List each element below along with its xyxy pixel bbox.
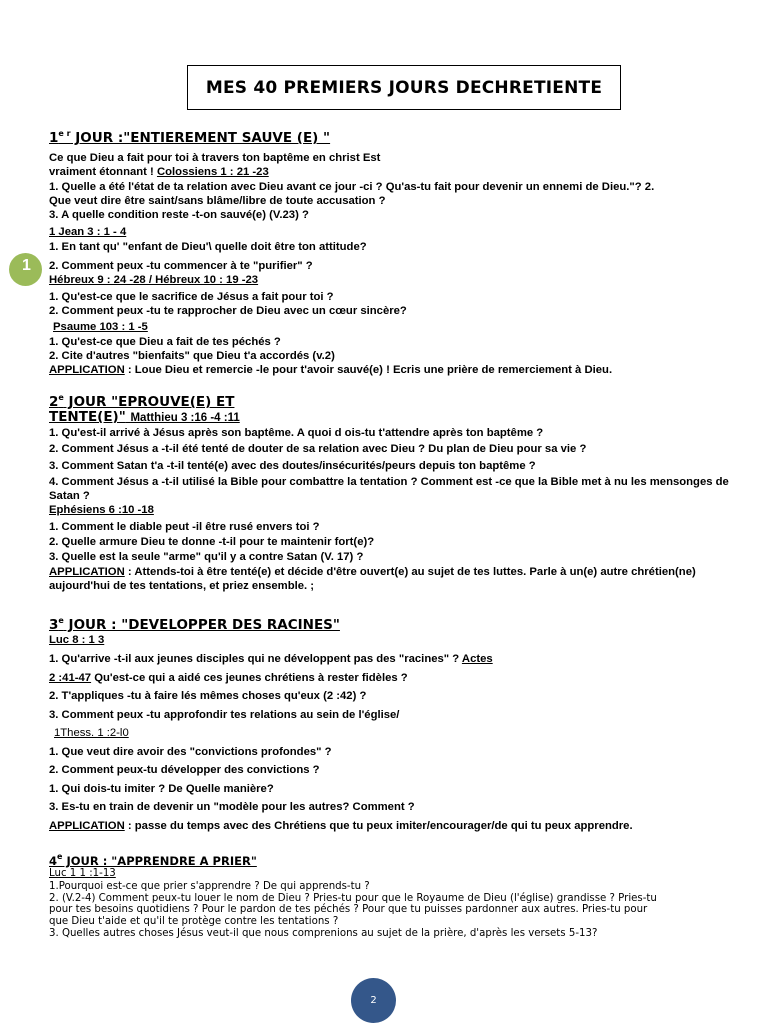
day2-title: 2e JOUR "EPROUVE(E) ET (49, 393, 235, 410)
day1-line: 1. Quelle a été l'état de ta relation avec Dieu avant ce jour -ci ? Qu'as-tu fait pour devenir un ennemi de Dieu."? 2. (49, 180, 655, 193)
day1-title: $1^{e r}$ JOUR :"ENTIEREMENT SAUVE (E) " (49, 129, 331, 146)
day2-line: aujourd'hui de tes tentations, et priez ensemble. ; (49, 579, 315, 592)
day2-line: Satan ? (49, 490, 90, 503)
day4-line: que Dieu t'aide et qu'il te protège contre les tentations ? (49, 916, 339, 928)
day4-line: 1.Pourquoi est-ce que prier s'apprendre ? De qui apprends-tu ? (49, 880, 370, 892)
day1-line: 2. Comment peux -tu commencer à te "purifier" ? (49, 260, 313, 273)
day3-line: 1. Que veut dire avoir des "convictions profondes" ? (49, 745, 332, 758)
day3-line: 2. Comment peux-tu développer des convictions ? (49, 764, 320, 777)
day2-line: 4. Comment Jésus a -t-il utilisé la Bible pour combattre la tentation ? Comment est -ce que la Bible met à nu les mensonges de (49, 475, 729, 488)
day2-title-cont: TENTE(E)" Matthieu 3 :16 -4 :11 (49, 409, 240, 425)
ref-luc11[interactable]: Luc 1 1 :1-13 (49, 868, 116, 879)
ref-psaume[interactable]: Psaume 103 : 1 -5 (53, 321, 148, 334)
day4-title: 4e JOUR : "APPRENDRE A PRIER" (49, 852, 257, 868)
ref-luc8[interactable]: Luc 8 : 1 3 (49, 634, 105, 646)
ref-thess[interactable]: 1Thess. 1 :2-l0 (54, 727, 129, 740)
ref-ephesiens[interactable]: Ephésiens 6 :10 -18 (49, 504, 154, 517)
day3-line: 2 :41-47 Qu'est-ce qui a aidé ces jeunes chrétiens à rester fidèles ? (49, 671, 408, 684)
day1-line: vraiment étonnant ! Colossiens 1 : 21 -23 (49, 166, 269, 179)
day2-application: APPLICATION : Attends-toi à être tenté(e) et décide d'être ouvert(e) au sujet de tes luttes. Parle à un(e) autre chrétien(ne) (49, 565, 696, 578)
day2-line: 2. Comment Jésus a -t-il été tenté de douter de sa relation avec Dieu ? Du plan de Dieu pour sa vie ? (49, 443, 587, 456)
day3-line: 3. Comment peux -tu approfondir tes relations au sein de l'église/ (49, 708, 400, 721)
day2-line: 3. Comment Satan t'a -t-il tenté(e) avec des doutes/insécurités/peurs depuis ton baptême ? (49, 459, 536, 472)
day2-line: 3. Quelle est la seule "arme" qu'il y a contre Satan (V. 17) ? (49, 551, 364, 564)
annotation-marker[interactable]: 1 (9, 253, 42, 286)
day3-line: 1. Qui dois-tu imiter ? De Quelle manière? (49, 782, 274, 795)
day2-line: 1. Comment le diable peut -il être rusé envers toi ? (49, 520, 320, 533)
ref-colossiens[interactable]: Colossiens 1 : 21 -23 (156, 166, 269, 179)
ref-jean[interactable]: 1 Jean 3 : 1 - 4 (49, 226, 127, 239)
day3-line: 2. T'appliques -tu à faire lés mêmes choses qu'eux (2 :42) ? (49, 690, 367, 703)
day1-line: Ce que Dieu a fait pour toi à travers ton baptême en christ Est (49, 152, 381, 164)
ref-actes[interactable]: Actes (461, 653, 493, 666)
day3-line: 3. Es-tu en train de devenir un "modèle pour les autres? Comment ? (49, 801, 415, 814)
day1-line: Que veut dire être saint/sans blâme/libre de toute accusation ? (49, 194, 386, 207)
ref-hebreux[interactable]: Hébreux 9 : 24 -28 / Hébreux 10 : 19 -23 (49, 274, 259, 287)
day2-line: 2. Quelle armure Dieu te donne -t-il pour te maintenir fort(e)? (49, 536, 375, 549)
day2-section (49, 395, 729, 593)
day1-section (49, 131, 729, 377)
day3-title: 3e JOUR : "DEVELOPPER DES RACINES" (49, 616, 340, 633)
day1-line: 2. Cite d'autres "bienfaits" que Dieu t'a accordés (v.2) (49, 349, 335, 362)
day4-line: pour tes besoins quotidiens ? Pour le pardon de tes péchés ? Pour que tu puisses pardonner aux autres. Pries-tu pour (49, 904, 648, 916)
page-number-badge: 2 (351, 978, 396, 1023)
day1-line: 1. En tant qu' "enfant de Dieu'\ quelle doit être ton attitude? (49, 240, 367, 253)
day4-line: 3. Quelles autres choses Jésus veut-il que nous comprenions au sujet de la prière, d'après les versets 5-13? (49, 927, 598, 939)
page-title: MES 40 PREMIERS JOURS DECHRETIENTE (187, 65, 621, 110)
ref-matthieu[interactable]: Matthieu 3 :16 -4 :11 (130, 412, 240, 424)
day1-line: 2. Comment peux -tu te rapprocher de Dieu avec un cœur sincère? (49, 304, 407, 317)
day1-line: 1. Qu'est-ce que le sacrifice de Jésus a fait pour toi ? (49, 290, 334, 303)
day4-section (49, 852, 729, 940)
day1-line: 3. A quelle condition reste -t-on sauvé(e) (V.23) ? (49, 209, 309, 222)
day2-line: 1. Qu'est-il arrivé à Jésus après son baptême. A quoi d ois-tu t'attendre après ton baptême ? (49, 427, 544, 439)
day4-line: 2. (V.2-4) Comment peux-tu louer le nom de Dieu ? Pries-tu pour que le Royaume de Dieu (l'église) grandisse ? Pries-tu (49, 892, 657, 904)
ref-2-41[interactable]: 2 :41-47 (49, 671, 92, 684)
day1-line: 1. Qu'est-ce que Dieu a fait de tes péchés ? (49, 335, 281, 348)
day3-application: APPLICATION : passe du temps avec des Chrétiens que tu peux imiter/encourager/de qui tu peux apprendre. (49, 819, 633, 832)
day1-application: APPLICATION : Loue Dieu et remercie -le pour t'avoir sauvé(e) ! Ecris une prière de remerciement à Dieu. (49, 364, 613, 377)
day3-section (49, 618, 729, 835)
day3-line: 1. Qu'arrive -t-il aux jeunes disciples qui ne développent pas des "racines" ? Actes (49, 653, 493, 666)
